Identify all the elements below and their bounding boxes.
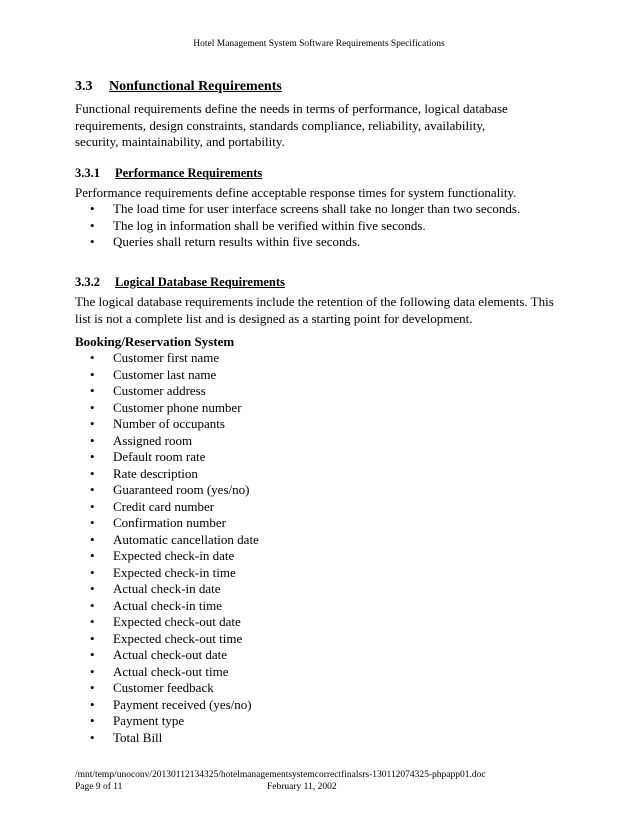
list-item [90, 350, 259, 367]
list-item-text: Automatic cancellation date [113, 531, 259, 547]
list-item-text: Actual check-out date [113, 647, 228, 662]
list-item [90, 515, 259, 532]
bullet-icon: • [90, 217, 95, 233]
list-item-text: Customer address [113, 383, 206, 398]
list-item-text: Default room rate [113, 449, 206, 464]
bullet-icon: • [90, 663, 95, 679]
list-item-text: Expected check-in date [113, 548, 235, 563]
list-item [90, 598, 259, 615]
section-number: 3.3.2 [75, 275, 100, 289]
page-number: Page 9 of 11 [75, 781, 123, 792]
list-item [90, 383, 259, 400]
list-item [90, 482, 259, 499]
section-number: 3.3.1 [75, 166, 100, 180]
list-item-text: Actual check-in date [113, 581, 221, 596]
footer-page-row [75, 782, 555, 794]
list-item [90, 400, 259, 417]
section-3-3-2-heading [75, 275, 285, 290]
bullet-icon: • [90, 564, 95, 580]
list-item [90, 449, 259, 466]
list-item-text: The load time for user interface screens shall take no longer than two seconds. [113, 201, 521, 216]
section-3-3-2-body: The logical database requirements include the retention of the following data elements. This list is not a complete list and is designed as a starting point for development. [75, 294, 554, 326]
list-item [90, 680, 259, 697]
list-item-text: Expected check-in time [113, 564, 236, 580]
list-item-text: Confirmation number [113, 515, 227, 530]
list-item-text: Expected check-out date [113, 614, 241, 629]
list-item-text: The log in information shall be verified within five seconds. [113, 217, 426, 233]
bullet-icon: • [90, 366, 95, 382]
booking-reservation-subheading: Booking/Reservation System [75, 334, 235, 349]
list-item [90, 565, 259, 582]
running-header: Hotel Management System Software Requirements Specifications [193, 39, 445, 49]
list-item-text: Expected check-out time [113, 630, 243, 646]
bullet-icon: • [90, 416, 95, 431]
section-3-3-1-heading [75, 166, 262, 181]
bullet-icon: • [90, 465, 95, 481]
list-item [90, 499, 259, 516]
list-item [90, 416, 259, 433]
list-item [90, 581, 259, 598]
bullet-icon: • [90, 531, 95, 547]
bullet-icon: • [90, 383, 95, 398]
list-item [90, 548, 259, 565]
bullet-icon: • [90, 647, 95, 662]
list-item [90, 532, 259, 549]
section-3-3-1-body: Performance requirements define acceptable response times for system functionality. [75, 185, 517, 200]
list-item-text: Customer feedback [113, 680, 214, 695]
list-item-text: Customer last name [113, 366, 217, 382]
bullet-icon: • [90, 399, 95, 415]
bullet-icon: • [90, 729, 95, 745]
bullet-icon: • [90, 350, 95, 365]
list-item-text: Actual check-in time [113, 597, 223, 613]
list-item [90, 697, 259, 714]
list-item [90, 433, 259, 450]
list-item-text: Rate description [113, 465, 198, 481]
bullet-icon: • [90, 234, 95, 249]
bullet-icon: • [90, 581, 95, 596]
bullet-icon: • [90, 713, 95, 728]
bullet-icon: • [90, 432, 95, 448]
bullet-icon: • [90, 482, 95, 497]
bullet-icon: • [90, 498, 95, 514]
list-item-text: Customer first name [113, 350, 220, 365]
list-item [90, 367, 259, 384]
list-item [90, 664, 259, 681]
bullet-icon: • [90, 696, 95, 712]
bullet-icon: • [90, 630, 95, 646]
data-elements-list [90, 350, 259, 746]
bullet-icon: • [90, 515, 95, 530]
list-item [90, 631, 259, 648]
bullet-icon: • [90, 614, 95, 629]
list-item-text: Payment received (yes/no) [113, 696, 252, 712]
performance-requirements-list [90, 201, 520, 251]
list-item-text: Total Bill [113, 729, 163, 745]
list-item [90, 234, 520, 251]
list-item [90, 218, 520, 235]
list-item [90, 730, 259, 747]
bullet-icon: • [90, 548, 95, 563]
page-footer [75, 770, 555, 793]
list-item [90, 466, 259, 483]
list-item-text: Credit card number [113, 498, 215, 514]
list-item [90, 647, 259, 664]
bullet-icon: • [90, 449, 95, 464]
section-number: 3.3 [75, 79, 93, 94]
section-title: Performance Requirements [115, 166, 263, 180]
list-item-text: Actual check-out time [113, 663, 229, 679]
section-title: Nonfunctional Requirements [109, 79, 282, 94]
list-item-text: Assigned room [113, 432, 193, 448]
list-item-text: Payment type [113, 713, 185, 728]
section-3-3-body: Functional requirements define the needs in terms of performance, logical database requirements, design constraints, standards compliance, reliability, availability, security, maintainability, and portability. [75, 101, 508, 149]
footer-path: /mnt/temp/unoconv/20130112134325/hotelmanagementsystemcorrectfinalsrs-130112074325-phpapp01.doc [75, 770, 486, 780]
section-title: Logical Database Requirements [115, 275, 285, 289]
list-item-text: Queries shall return results within five seconds. [113, 234, 361, 249]
list-item [90, 713, 259, 730]
bullet-icon: • [90, 680, 95, 695]
footer-date: February 11, 2002 [267, 781, 337, 792]
bullet-icon: • [90, 597, 95, 613]
bullet-icon: • [90, 201, 95, 216]
list-item-text: Number of occupants [113, 416, 225, 431]
section-3-3-heading [75, 79, 282, 95]
list-item [90, 201, 520, 218]
list-item-text: Guaranteed room (yes/no) [113, 482, 250, 497]
list-item-text: Customer phone number [113, 399, 242, 415]
list-item [90, 614, 259, 631]
